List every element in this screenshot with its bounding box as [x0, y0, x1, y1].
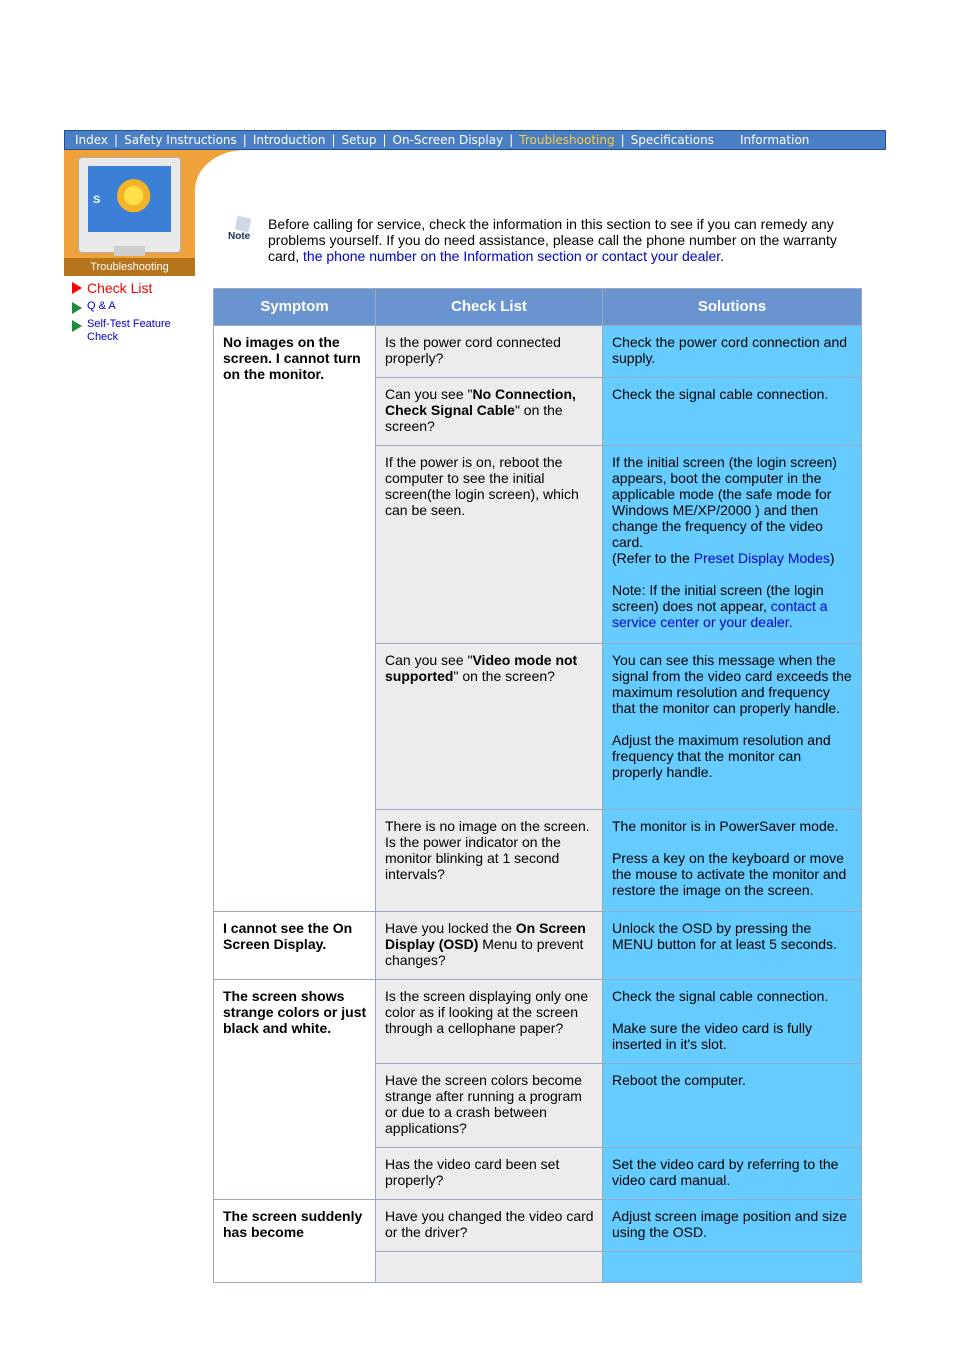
solution-text-part: .	[788, 614, 793, 630]
check-text-bold: On Screen Display (OSD)	[385, 920, 586, 952]
solution-text	[603, 810, 861, 904]
pen-icon	[235, 216, 252, 233]
symptom-cell	[214, 912, 376, 980]
nav-separator: |	[114, 133, 119, 147]
symptom-text: No images on the screen. I cannot turn on the monitor.	[223, 334, 361, 382]
sidebar-item-check-list[interactable]	[72, 280, 185, 296]
solution-text	[603, 446, 861, 636]
check-text	[376, 912, 602, 974]
solution-text	[603, 980, 861, 1058]
nav-safety-instructions[interactable]: Safety Instructions	[124, 133, 237, 147]
troubleshooting-table	[213, 288, 862, 1283]
check-text: Has the video card been set properly?	[385, 1156, 560, 1188]
solution-text: Set the video card by referring to the video card manual.	[612, 1156, 839, 1188]
table-row	[214, 980, 862, 1064]
solution-paragraph: Check the signal cable connection.	[612, 988, 829, 1004]
solution-cell	[603, 1064, 862, 1148]
check-text-part: Can you see "	[385, 652, 473, 668]
solution-text-part: )	[829, 550, 835, 566]
nav-separator: |	[509, 133, 514, 147]
check-text-bold: Video mode not supported	[385, 652, 578, 684]
arrow-right-icon	[72, 282, 82, 294]
nav-troubleshooting[interactable]: Troubleshooting	[519, 133, 615, 147]
top-nav	[64, 130, 886, 150]
check-text	[376, 644, 602, 690]
solution-cell	[603, 326, 862, 378]
sidebar-item-label[interactable]: Self-Test Feature Check	[87, 318, 171, 343]
solution-paragraph: Press a key on the keyboard or move the mouse to activate the monitor and restore the image on the screen.	[612, 850, 847, 898]
solution-text: Check the signal cable connection.	[612, 386, 829, 402]
nav-separator: |	[331, 133, 336, 147]
header-check-list: Check List	[376, 289, 603, 326]
solution-cell	[603, 980, 862, 1064]
solution-cell	[603, 912, 862, 980]
nav-specifications[interactable]: Specifications	[630, 133, 714, 147]
solution-cell	[603, 446, 862, 644]
preset-display-modes-link[interactable]: Preset Display Modes	[693, 550, 830, 566]
solution-text: Check the power cord connection and supply.	[612, 334, 848, 366]
check-text: Is the power cord connected properly?	[385, 334, 561, 366]
solution-cell	[603, 378, 862, 446]
check-text: Is the screen displaying only one color as if looking at the screen through a cellophane paper?	[385, 988, 589, 1036]
information-link[interactable]: the phone number on the Information section or contact your dealer	[303, 248, 721, 264]
solution-cell	[603, 1200, 862, 1252]
check-text-part: Can you see "	[385, 386, 473, 402]
nav-index[interactable]: Index	[75, 133, 109, 147]
header-symptom: Symptom	[214, 289, 376, 326]
arrow-right-icon	[72, 320, 82, 332]
symptom-text: The screen shows strange colors or just black and white.	[223, 988, 367, 1036]
arrow-right-icon	[72, 302, 82, 314]
check-text-part: " on the screen?	[453, 668, 555, 684]
symptom-cell	[214, 326, 376, 912]
check-cell	[376, 980, 603, 1064]
check-cell	[376, 912, 603, 980]
nav-information[interactable]: Information	[739, 133, 810, 147]
check-cell	[376, 1200, 603, 1252]
intro-end: .	[720, 248, 725, 264]
check-cell	[376, 1148, 603, 1200]
check-text: There is no image on the screen. Is the power indicator on the monitor blinking at 1 second intervals?	[385, 818, 590, 882]
nav-separator: |	[620, 133, 625, 147]
solution-paragraph: If the initial screen (the login screen) appears, boot the computer in the applicable mode (the safe mode for Windows ME/XP/2000 ) and then change the frequency of the video card.	[612, 454, 837, 550]
symptom-cell	[214, 980, 376, 1200]
service-center-link[interactable]: contact a service center or your dealer	[612, 598, 828, 630]
check-cell	[376, 644, 603, 810]
check-cell	[376, 378, 603, 446]
solution-text: Adjust screen image position and size using the OSD.	[612, 1208, 848, 1240]
check-text: Have you changed the video card or the driver?	[385, 1208, 594, 1240]
monitor-stand	[114, 246, 145, 256]
solution-cell	[603, 810, 862, 912]
solution-text-part: (Refer to the	[612, 550, 694, 566]
solution-paragraph: Adjust the maximum resolution and frequency that the monitor can properly handle.	[612, 732, 831, 780]
sidebar-item-label[interactable]: Q & A	[87, 300, 116, 312]
table-header-row	[214, 289, 862, 326]
solution-cell	[603, 644, 862, 810]
solution-text	[603, 644, 861, 786]
symptom-text: The screen suddenly has become	[223, 1208, 363, 1240]
check-text: If the power is on, reboot the computer to see the initial screen(the login screen), which can be seen.	[385, 454, 579, 518]
spacer	[612, 834, 853, 850]
solution-text-part: Note: If the initial screen (the login screen) does not appear,	[612, 582, 824, 614]
table-row	[214, 1200, 862, 1252]
check-text-part: " on the screen?	[385, 402, 563, 434]
nav-separator: |	[242, 133, 247, 147]
nav-on-screen-display[interactable]: On-Screen Display	[392, 133, 504, 147]
spacer	[612, 716, 853, 732]
symptom-text: I cannot see the On Screen Display.	[223, 920, 353, 952]
check-text-part: Have you locked the	[385, 920, 516, 936]
solution-text: Reboot the computer.	[612, 1072, 746, 1088]
solution-paragraph: The monitor is in PowerSaver mode.	[612, 818, 839, 834]
section-banner	[64, 150, 195, 276]
sidebar-links	[72, 280, 185, 348]
check-text-part: Menu to prevent changes?	[385, 936, 584, 968]
solution-paragraph: Make sure the video card is fully inserted in it's slot.	[612, 1020, 812, 1052]
sidebar-item-self-test[interactable]	[72, 318, 185, 344]
check-cell	[376, 1064, 603, 1148]
table-row	[214, 326, 862, 378]
check-cell	[376, 810, 603, 912]
spacer	[612, 566, 853, 582]
nav-introduction[interactable]: Introduction	[252, 133, 326, 147]
banner-curve	[195, 150, 255, 190]
symptom-cell	[214, 1200, 376, 1283]
spacer	[612, 1004, 853, 1020]
solution-cell	[603, 1148, 862, 1200]
monitor-logo-letter: S	[93, 194, 101, 206]
monitor-illustration	[78, 157, 181, 253]
note-icon	[226, 217, 258, 245]
solution-paragraph	[612, 550, 853, 566]
check-text	[376, 378, 602, 440]
check-cell	[376, 326, 603, 378]
solution-text: Unlock the OSD by pressing the MENU button for at least 5 seconds.	[612, 920, 837, 952]
sidebar-item-qa[interactable]	[72, 300, 185, 314]
solution-cell	[603, 1252, 862, 1283]
note-icon-label: Note	[228, 231, 251, 242]
intro-body: Before calling for service, check the information in this section to see if you can remedy any problems yourself. If you do need assistance, please call the phone number on the warranty card,	[268, 216, 837, 264]
table-row	[214, 912, 862, 980]
solution-paragraph: You can see this message when the signal from the video card exceeds the maximum resolution and frequency that the monitor can properly handle.	[612, 652, 852, 716]
nav-setup[interactable]: Setup	[341, 133, 377, 147]
nav-separator: |	[382, 133, 387, 147]
section-label: Troubleshooting	[64, 258, 195, 276]
sidebar-item-label[interactable]: Check List	[87, 280, 153, 296]
intro-text	[268, 216, 868, 264]
check-cell	[376, 1252, 603, 1283]
check-text: Have the screen colors become strange after running a program or due to a crash between applications?	[385, 1072, 582, 1136]
solution-paragraph	[612, 582, 853, 630]
check-text-bold: No Connection, Check Signal Cable	[385, 386, 576, 418]
header-solutions: Solutions	[603, 289, 862, 326]
check-cell	[376, 446, 603, 644]
sunflower-image	[88, 166, 171, 232]
